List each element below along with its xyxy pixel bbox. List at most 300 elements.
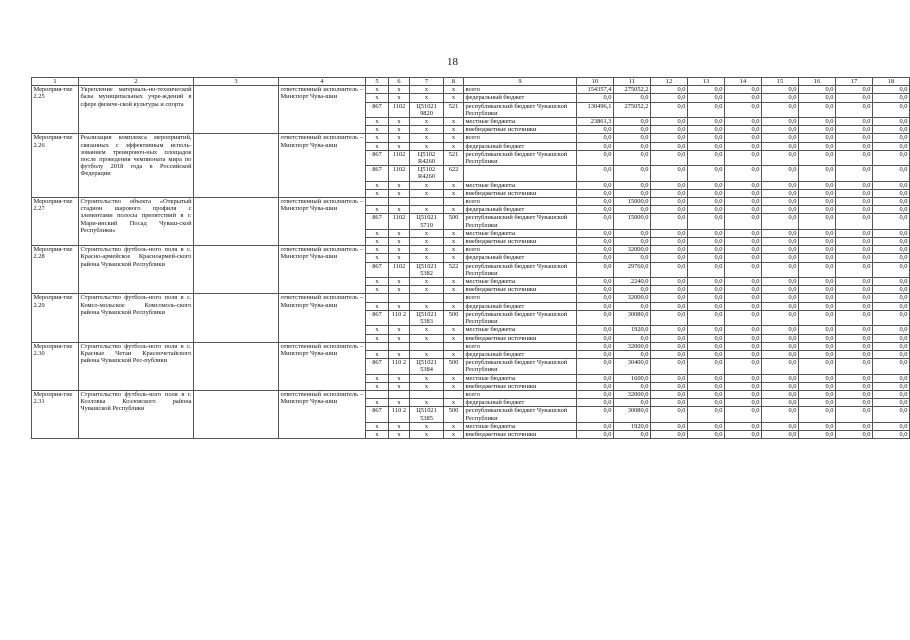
expense-type-cell: х xyxy=(444,254,464,262)
section-code-cell xyxy=(389,294,410,302)
amount-cell: 0,0 xyxy=(762,294,799,302)
column-number-cell: 9 xyxy=(464,78,577,86)
amount-cell: 0,0 xyxy=(651,430,688,438)
amount-cell: 0,0 xyxy=(799,229,836,237)
column-number-cell: 8 xyxy=(444,78,464,86)
target-article-cell: х xyxy=(410,181,444,189)
amount-cell: 0,0 xyxy=(688,166,725,181)
amount-cell: 0,0 xyxy=(577,382,614,390)
funding-source-cell: внебюджетные источники xyxy=(464,334,577,342)
amount-cell: 0,0 xyxy=(651,134,688,142)
amount-cell: 0,0 xyxy=(762,102,799,117)
amount-cell: 0,0 xyxy=(873,142,910,150)
amount-cell: 30080,0 xyxy=(614,310,651,325)
amount-cell: 0,0 xyxy=(762,150,799,165)
grbs-code-cell: х xyxy=(366,382,389,390)
amount-cell: 0,0 xyxy=(688,382,725,390)
amount-cell: 0,0 xyxy=(688,134,725,142)
amount-cell: 0,0 xyxy=(577,334,614,342)
amount-cell: 0,0 xyxy=(836,407,873,422)
expense-type-cell: 500 xyxy=(444,214,464,229)
expense-type-cell: х xyxy=(444,238,464,246)
amount-cell: 0,0 xyxy=(836,262,873,277)
expense-type-cell: х xyxy=(444,430,464,438)
amount-cell: 0,0 xyxy=(577,286,614,294)
amount-cell: 0,0 xyxy=(725,326,762,334)
amount-cell: 0,0 xyxy=(651,86,688,94)
target-article-cell: Ц51021 5384 xyxy=(410,359,444,374)
expense-type-cell: х xyxy=(444,206,464,214)
funding-source-cell: внебюджетные источники xyxy=(464,430,577,438)
target-article-cell: Ц51021 5382 xyxy=(410,262,444,277)
amount-cell: 0,0 xyxy=(799,326,836,334)
expense-type-cell: х xyxy=(444,181,464,189)
amount-cell: 0,0 xyxy=(836,214,873,229)
grbs-code-cell: 867 xyxy=(366,166,389,181)
amount-cell: 0,0 xyxy=(799,262,836,277)
expense-type-cell xyxy=(444,342,464,350)
amount-cell: 0,0 xyxy=(762,310,799,325)
amount-cell: 0,0 xyxy=(577,294,614,302)
grbs-code-cell xyxy=(366,390,389,398)
expense-type-cell: х xyxy=(444,350,464,358)
amount-cell: 0,0 xyxy=(688,342,725,350)
amount-cell: 0,0 xyxy=(799,118,836,126)
amount-cell: 0,0 xyxy=(725,86,762,94)
amount-cell: 0,0 xyxy=(577,262,614,277)
amount-cell: 0,0 xyxy=(577,399,614,407)
amount-cell: 0,0 xyxy=(762,166,799,181)
amount-cell: 0,0 xyxy=(873,166,910,181)
section-code-cell: 110 2 xyxy=(389,310,410,325)
amount-cell: 0,0 xyxy=(651,310,688,325)
amount-cell: 0,0 xyxy=(651,334,688,342)
amount-cell: 0,0 xyxy=(725,286,762,294)
amount-cell: 0,0 xyxy=(873,181,910,189)
amount-cell: 0,0 xyxy=(873,430,910,438)
amount-cell: 0,0 xyxy=(873,238,910,246)
amount-cell: 0,0 xyxy=(688,198,725,206)
amount-cell: 0,0 xyxy=(799,214,836,229)
section-code-cell: х xyxy=(389,430,410,438)
amount-cell: 0,0 xyxy=(614,382,651,390)
amount-cell: 0,0 xyxy=(725,334,762,342)
funding-source-cell: внебюджетные источники xyxy=(464,126,577,134)
amount-cell: 0,0 xyxy=(799,350,836,358)
amount-cell: 0,0 xyxy=(836,326,873,334)
amount-cell: 0,0 xyxy=(688,214,725,229)
amount-cell: 0,0 xyxy=(577,254,614,262)
amount-cell: 0,0 xyxy=(873,214,910,229)
section-code-cell: 110 2 xyxy=(389,359,410,374)
amount-cell: 0,0 xyxy=(651,94,688,102)
amount-cell: 0,0 xyxy=(577,206,614,214)
amount-cell: 0,0 xyxy=(725,134,762,142)
expense-type-cell: х xyxy=(444,334,464,342)
section-code-cell: х xyxy=(389,422,410,430)
amount-cell: 0,0 xyxy=(762,390,799,398)
amount-cell: 0,0 xyxy=(688,286,725,294)
amount-cell: 0,0 xyxy=(836,189,873,197)
empty-cell xyxy=(194,198,279,246)
amount-cell: 0,0 xyxy=(688,334,725,342)
funding-source-cell: местные бюджеты xyxy=(464,278,577,286)
column-number-cell: 11 xyxy=(614,78,651,86)
grbs-code-cell: 867 xyxy=(366,310,389,325)
amount-cell: 0,0 xyxy=(688,189,725,197)
amount-cell: 0,0 xyxy=(614,286,651,294)
amount-cell: 0,0 xyxy=(614,126,651,134)
amount-cell: 0,0 xyxy=(688,118,725,126)
amount-cell: 0,0 xyxy=(651,214,688,229)
amount-cell: 0,0 xyxy=(577,278,614,286)
amount-cell: 0,0 xyxy=(725,430,762,438)
column-number-cell: 17 xyxy=(836,78,873,86)
amount-cell: 0,0 xyxy=(873,262,910,277)
amount-cell: 0,0 xyxy=(688,350,725,358)
target-article-cell: х xyxy=(410,399,444,407)
amount-cell: 0,0 xyxy=(762,334,799,342)
amount-cell: 30400,0 xyxy=(614,359,651,374)
amount-cell: 275052,2 xyxy=(614,102,651,117)
amount-cell: 0,0 xyxy=(799,150,836,165)
table-row xyxy=(32,342,910,350)
section-code-cell xyxy=(389,198,410,206)
amount-cell: 0,0 xyxy=(688,422,725,430)
amount-cell: 0,0 xyxy=(836,94,873,102)
measure-code-cell: Мероприя-тие 2.28 xyxy=(32,246,79,294)
section-code-cell: х xyxy=(389,142,410,150)
target-article-cell: х xyxy=(410,118,444,126)
amount-cell: 0,0 xyxy=(762,399,799,407)
column-number-cell: 12 xyxy=(651,78,688,86)
amount-cell: 0,0 xyxy=(873,326,910,334)
grbs-code-cell: х xyxy=(366,134,389,142)
amount-cell: 0,0 xyxy=(651,102,688,117)
amount-cell: 0,0 xyxy=(762,422,799,430)
section-code-cell xyxy=(389,390,410,398)
amount-cell: 0,0 xyxy=(836,350,873,358)
amount-cell: 0,0 xyxy=(725,310,762,325)
amount-cell: 0,0 xyxy=(651,181,688,189)
expense-type-cell xyxy=(444,198,464,206)
target-article-cell: Ц51021 5385 xyxy=(410,407,444,422)
target-article-cell: х xyxy=(410,86,444,94)
amount-cell: 0,0 xyxy=(651,390,688,398)
column-number-cell: 3 xyxy=(194,78,279,86)
target-article-cell: х xyxy=(410,286,444,294)
amount-cell: 0,0 xyxy=(836,246,873,254)
amount-cell: 0,0 xyxy=(799,142,836,150)
section-code-cell: х xyxy=(389,86,410,94)
amount-cell: 0,0 xyxy=(614,181,651,189)
amount-cell: 0,0 xyxy=(836,118,873,126)
amount-cell: 1920,0 xyxy=(614,422,651,430)
amount-cell: 0,0 xyxy=(836,150,873,165)
amount-cell: 0,0 xyxy=(688,126,725,134)
amount-cell: 0,0 xyxy=(725,359,762,374)
empty-cell xyxy=(194,390,279,438)
amount-cell: 0,0 xyxy=(577,198,614,206)
amount-cell: 0,0 xyxy=(762,246,799,254)
column-number-cell: 1 xyxy=(32,78,79,86)
executor-cell: ответственный исполнитель – Минспорт Чува-шии xyxy=(279,342,366,390)
amount-cell: 0,0 xyxy=(688,262,725,277)
executor-cell: ответственный исполнитель – Минспорт Чува-шии xyxy=(279,134,366,198)
expense-type-cell: 500 xyxy=(444,359,464,374)
amount-cell: 0,0 xyxy=(799,359,836,374)
amount-cell: 0,0 xyxy=(688,359,725,374)
amount-cell: 0,0 xyxy=(688,310,725,325)
amount-cell: 0,0 xyxy=(762,198,799,206)
amount-cell: 0,0 xyxy=(873,86,910,94)
amount-cell: 0,0 xyxy=(577,214,614,229)
grbs-code-cell: х xyxy=(366,86,389,94)
amount-cell: 0,0 xyxy=(577,302,614,310)
amount-cell: 0,0 xyxy=(762,302,799,310)
amount-cell: 0,0 xyxy=(725,126,762,134)
amount-cell: 0,0 xyxy=(762,278,799,286)
funding-source-cell: республиканский бюджет Чувашской Республики xyxy=(464,359,577,374)
amount-cell: 0,0 xyxy=(873,350,910,358)
funding-source-cell: республиканский бюджет Чувашской Республики xyxy=(464,150,577,165)
table-row xyxy=(32,390,910,398)
amount-cell: 0,0 xyxy=(688,229,725,237)
grbs-code-cell: х xyxy=(366,229,389,237)
amount-cell: 0,0 xyxy=(836,430,873,438)
amount-cell: 0,0 xyxy=(762,342,799,350)
amount-cell: 0,0 xyxy=(799,246,836,254)
amount-cell: 0,0 xyxy=(799,254,836,262)
amount-cell: 0,0 xyxy=(762,94,799,102)
amount-cell: 0,0 xyxy=(651,302,688,310)
expense-type-cell: х xyxy=(444,189,464,197)
table-row xyxy=(32,86,910,94)
amount-cell: 0,0 xyxy=(577,246,614,254)
amount-cell: 0,0 xyxy=(725,278,762,286)
expense-type-cell: 622 xyxy=(444,166,464,181)
target-article-cell xyxy=(410,342,444,350)
funding-source-cell: внебюджетные источники xyxy=(464,189,577,197)
target-article-cell: х xyxy=(410,189,444,197)
amount-cell: 0,0 xyxy=(725,399,762,407)
amount-cell: 0,0 xyxy=(799,399,836,407)
funding-source-cell: всего xyxy=(464,390,577,398)
target-article-cell xyxy=(410,390,444,398)
amount-cell: 0,0 xyxy=(651,166,688,181)
amount-cell: 0,0 xyxy=(725,342,762,350)
amount-cell: 0,0 xyxy=(873,342,910,350)
amount-cell: 0,0 xyxy=(651,342,688,350)
target-article-cell: х xyxy=(410,206,444,214)
amount-cell: 0,0 xyxy=(651,254,688,262)
measure-code-cell: Мероприя-тие 2.29 xyxy=(32,294,79,342)
amount-cell: 0,0 xyxy=(762,118,799,126)
grbs-code-cell: х xyxy=(366,326,389,334)
column-number-cell: 13 xyxy=(688,78,725,86)
empty-cell xyxy=(194,134,279,198)
amount-cell: 0,0 xyxy=(577,94,614,102)
amount-cell: 23861,3 xyxy=(577,118,614,126)
measure-title-cell: Строительство футболь-ного поля в г. Козловка Козловского района Чувашской Республики xyxy=(79,390,194,438)
column-number-cell: 10 xyxy=(577,78,614,86)
amount-cell: 0,0 xyxy=(873,278,910,286)
expense-type-cell: х xyxy=(444,422,464,430)
target-article-cell: Ц5102 R4260 xyxy=(410,166,444,181)
amount-cell: 0,0 xyxy=(873,229,910,237)
measure-code-cell: Мероприя-тие 2.30 xyxy=(32,342,79,390)
funding-source-cell: республиканский бюджет Чувашской Республики xyxy=(464,262,577,277)
amount-cell: 0,0 xyxy=(762,382,799,390)
expense-type-cell: х xyxy=(444,399,464,407)
amount-cell: 0,0 xyxy=(873,294,910,302)
amount-cell: 0,0 xyxy=(873,206,910,214)
amount-cell: 0,0 xyxy=(688,94,725,102)
funding-source-cell: федеральный бюджет xyxy=(464,399,577,407)
amount-cell: 0,0 xyxy=(725,407,762,422)
amount-cell: 0,0 xyxy=(614,94,651,102)
section-code-cell: х xyxy=(389,246,410,254)
amount-cell: 0,0 xyxy=(762,229,799,237)
amount-cell: 0,0 xyxy=(577,350,614,358)
section-code-cell: х xyxy=(389,382,410,390)
amount-cell: 1920,0 xyxy=(614,326,651,334)
amount-cell: 0,0 xyxy=(799,278,836,286)
funding-source-cell: местные бюджеты xyxy=(464,181,577,189)
amount-cell: 0,0 xyxy=(873,374,910,382)
section-code-cell: х xyxy=(389,254,410,262)
amount-cell: 0,0 xyxy=(577,134,614,142)
measure-title-cell: Укрепление материаль-но-технической базы муниципальных учре-ждений в сфере физиче-ской культуры и спорта xyxy=(79,86,194,134)
section-code-cell: х xyxy=(389,134,410,142)
amount-cell: 130496,1 xyxy=(577,102,614,117)
amount-cell: 0,0 xyxy=(799,126,836,134)
funding-source-cell: внебюджетные источники xyxy=(464,238,577,246)
column-number-cell: 15 xyxy=(762,78,799,86)
expense-type-cell: 521 xyxy=(444,102,464,117)
amount-cell: 0,0 xyxy=(836,422,873,430)
amount-cell: 0,0 xyxy=(725,382,762,390)
funding-source-cell: местные бюджеты xyxy=(464,422,577,430)
amount-cell: 0,0 xyxy=(577,238,614,246)
amount-cell: 0,0 xyxy=(577,342,614,350)
section-code-cell: х xyxy=(389,229,410,237)
funding-source-cell: всего xyxy=(464,86,577,94)
amount-cell: 0,0 xyxy=(762,86,799,94)
amount-cell: 0,0 xyxy=(725,150,762,165)
grbs-code-cell xyxy=(366,294,389,302)
amount-cell: 0,0 xyxy=(651,150,688,165)
expense-type-cell: х xyxy=(444,374,464,382)
target-article-cell: х xyxy=(410,94,444,102)
section-code-cell: х xyxy=(389,94,410,102)
amount-cell: 0,0 xyxy=(651,238,688,246)
amount-cell: 0,0 xyxy=(762,181,799,189)
target-article-cell: х xyxy=(410,229,444,237)
expense-type-cell: 522 xyxy=(444,262,464,277)
grbs-code-cell: х xyxy=(366,142,389,150)
grbs-code-cell: х xyxy=(366,422,389,430)
amount-cell: 0,0 xyxy=(836,390,873,398)
amount-cell: 0,0 xyxy=(651,399,688,407)
amount-cell: 0,0 xyxy=(836,310,873,325)
target-article-cell: х xyxy=(410,126,444,134)
amount-cell: 0,0 xyxy=(836,86,873,94)
amount-cell: 32000,0 xyxy=(614,294,651,302)
amount-cell: 0,0 xyxy=(725,262,762,277)
amount-cell: 0,0 xyxy=(688,294,725,302)
amount-cell: 0,0 xyxy=(577,374,614,382)
section-code-cell: х xyxy=(389,238,410,246)
amount-cell: 0,0 xyxy=(799,206,836,214)
amount-cell: 0,0 xyxy=(873,310,910,325)
amount-cell: 0,0 xyxy=(577,229,614,237)
expense-type-cell: х xyxy=(444,118,464,126)
amount-cell: 0,0 xyxy=(688,302,725,310)
amount-cell: 0,0 xyxy=(799,181,836,189)
amount-cell: 32000,0 xyxy=(614,390,651,398)
amount-cell: 0,0 xyxy=(762,238,799,246)
table-row xyxy=(32,246,910,254)
table-row xyxy=(32,198,910,206)
amount-cell: 0,0 xyxy=(651,262,688,277)
amount-cell: 0,0 xyxy=(651,118,688,126)
amount-cell: 0,0 xyxy=(836,278,873,286)
amount-cell: 0,0 xyxy=(799,407,836,422)
grbs-code-cell: х xyxy=(366,278,389,286)
amount-cell: 0,0 xyxy=(688,142,725,150)
measure-code-cell: Мероприя-тие 2.26 xyxy=(32,134,79,198)
grbs-code-cell xyxy=(366,198,389,206)
amount-cell: 0,0 xyxy=(836,399,873,407)
page-number: 18 xyxy=(447,56,458,68)
amount-cell: 0,0 xyxy=(799,294,836,302)
table-body xyxy=(32,78,910,439)
amount-cell: 0,0 xyxy=(725,206,762,214)
amount-cell: 0,0 xyxy=(873,102,910,117)
amount-cell: 0,0 xyxy=(799,422,836,430)
amount-cell: 0,0 xyxy=(725,374,762,382)
funding-source-cell xyxy=(464,166,577,181)
amount-cell: 0,0 xyxy=(725,118,762,126)
amount-cell: 0,0 xyxy=(614,118,651,126)
amount-cell: 0,0 xyxy=(614,399,651,407)
column-number-row xyxy=(32,78,910,86)
amount-cell: 0,0 xyxy=(836,142,873,150)
grbs-code-cell: 867 xyxy=(366,359,389,374)
amount-cell: 0,0 xyxy=(836,126,873,134)
amount-cell: 0,0 xyxy=(799,134,836,142)
amount-cell: 0,0 xyxy=(688,181,725,189)
expense-type-cell xyxy=(444,390,464,398)
target-article-cell: х xyxy=(410,334,444,342)
amount-cell: 0,0 xyxy=(799,94,836,102)
section-code-cell: 1102 xyxy=(389,102,410,117)
section-code-cell: 110 2 xyxy=(389,407,410,422)
amount-cell: 0,0 xyxy=(688,86,725,94)
amount-cell: 0,0 xyxy=(651,382,688,390)
amount-cell: 0,0 xyxy=(873,286,910,294)
amount-cell: 30080,0 xyxy=(614,407,651,422)
amount-cell: 0,0 xyxy=(762,407,799,422)
amount-cell: 0,0 xyxy=(836,206,873,214)
amount-cell: 0,0 xyxy=(836,198,873,206)
target-article-cell: Ц51021 5710 xyxy=(410,214,444,229)
amount-cell: 0,0 xyxy=(762,430,799,438)
empty-cell xyxy=(194,342,279,390)
amount-cell: 0,0 xyxy=(688,278,725,286)
funding-source-cell: республиканский бюджет Чувашской Республики xyxy=(464,310,577,325)
